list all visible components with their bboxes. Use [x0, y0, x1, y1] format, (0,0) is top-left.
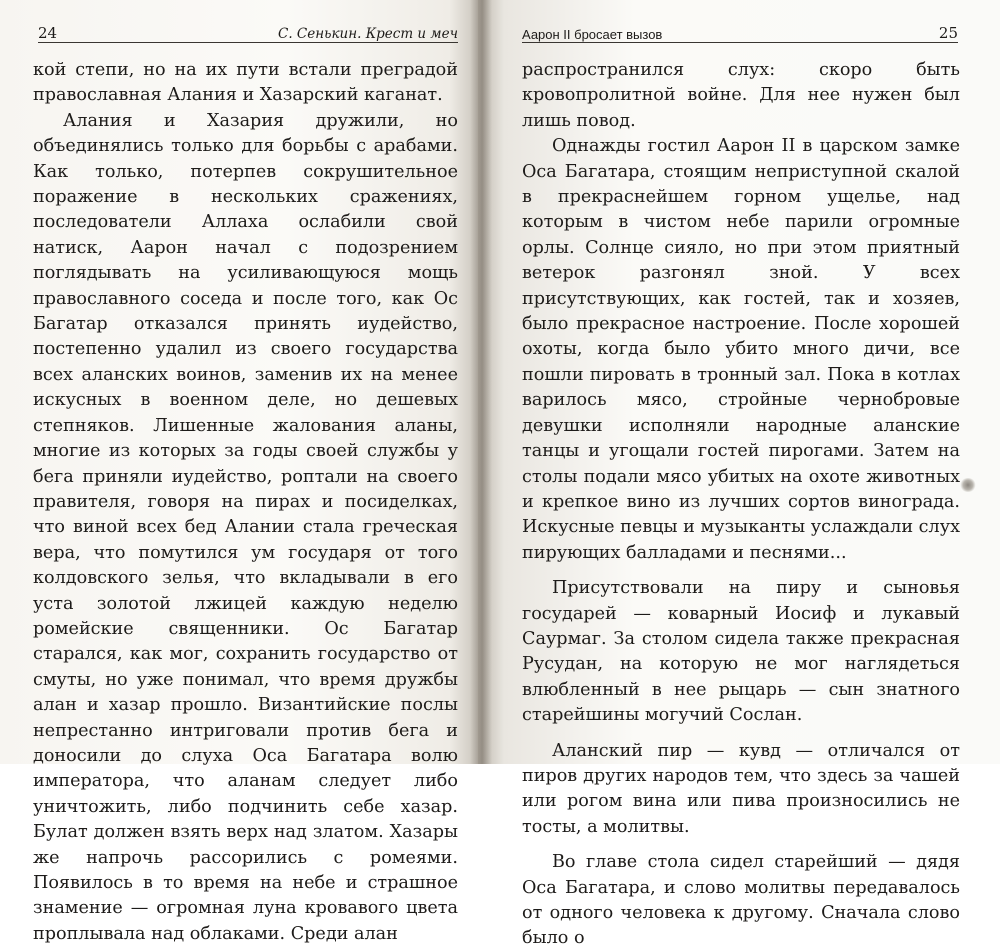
- left-page-header: [38, 20, 458, 43]
- paragraph: Аланский пир — кувд — отличался от пиров других народов тем, что здесь за чашей или рогом вина или пива произносились не тосты, а молитвы.: [522, 740, 960, 837]
- paragraph: Однажды гостил Аарон II в царском замке Оса Багатара, стоящим неприступной скалой в прекраснейшем горном ущелье, над которым в чистом небе парили огромные орлы. Солнце сияло, но при этом приятный ветерок разгонял зной. У всех присутствующих, как гостей, так и хозяев, было прекрасное настроение. После хорошей охоты, когда было убито много дичи, все пошли пировать в тронный зал. Пока в котлах варилось мясо, стройные чернобровые девушки исполняли народные аланские танцы и угощали гостей пирогами. Затем на столы подали мясо убитых на охоте животных и крепкое вино из лучших сортов винограда. Искусные певцы и музыканты услаждали слух пирующих балладами и песнями...: [522, 136, 960, 563]
- right-page-body: [522, 58, 960, 952]
- running-head-left: С. Сенькин. Крест и меч: [277, 26, 458, 42]
- left-page: [0, 0, 478, 944]
- right-page-header: [522, 20, 958, 43]
- left-page-body: [33, 58, 458, 947]
- paper-smudge: [960, 478, 976, 492]
- page-number-left: 24: [38, 24, 58, 42]
- right-page: [478, 0, 1000, 949]
- book-gutter-shadow: [470, 0, 492, 764]
- paragraph: Во главе стола сидел старейший — дядя Оса Багатара, и слово молитвы передавалось от одного человека к другому. Сначала слово было о: [522, 852, 960, 949]
- paragraph: Присутствовали на пиру и сыновья государей — коварный Иосиф и лукавый Саурмаг. За столом сидела также прекрасная Русудан, на которую не мог наглядеться влюбленный в нее рыцарь — сын знатного старейшины могучий Сослан.: [522, 578, 960, 726]
- paragraph: распространился слух: скоро быть кровопролитной войне. Для нее нужен был лишь повод.: [522, 60, 960, 131]
- running-head-right: Аарон II бросает вызов: [522, 27, 663, 42]
- paragraph: кой степи, но на их пути встали преградой православная Алания и Хазарский каганат.: [33, 60, 458, 106]
- page-number-right: 25: [938, 24, 958, 42]
- paragraph: Алания и Хазария дружили, но объединялись только для борьбы с арабами. Как только, потерпев сокрушительное поражение в нескольких сражениях, последователи Аллаха ослабили свой натиск, Аарон начал с подозрением поглядывать на усиливающуюся мощь православного соседа и после того, как Ос Багатар отказался принять иудейство, постепенно удалил из своего государства всех аланских воинов, заменив их на менее искусных в военном деле, но дешевых степняков. Лишенные жалования аланы, многие из которых за годы своей службы у бега приняли иудейство, роптали на своего правителя, говоря на пирах и посиделках, что виной всех бед Алании стала греческая вера, что помутился ум государя от того колдовского зелья, что вкладывали в его уста золотой лжицей каждую неделю ромейские священники. Ос Багатар старался, как мог, сохранить государство от смуты, но уже понимал, что время дружбы алан и хазар прошло. Византийские послы непрестанно интриговали против бега и доносили до слуха Оса Багатара волю императора, что аланам следует либо уничтожить, либо подчинить себе хазар. Булат должен взять верх над златом. Хазары же напрочь рассорились с ромеями. Появилось в то время на небе и страшное знамение — огромная луна кровавого цвета проплывала над облаками. Среди алан: [33, 110, 458, 944]
